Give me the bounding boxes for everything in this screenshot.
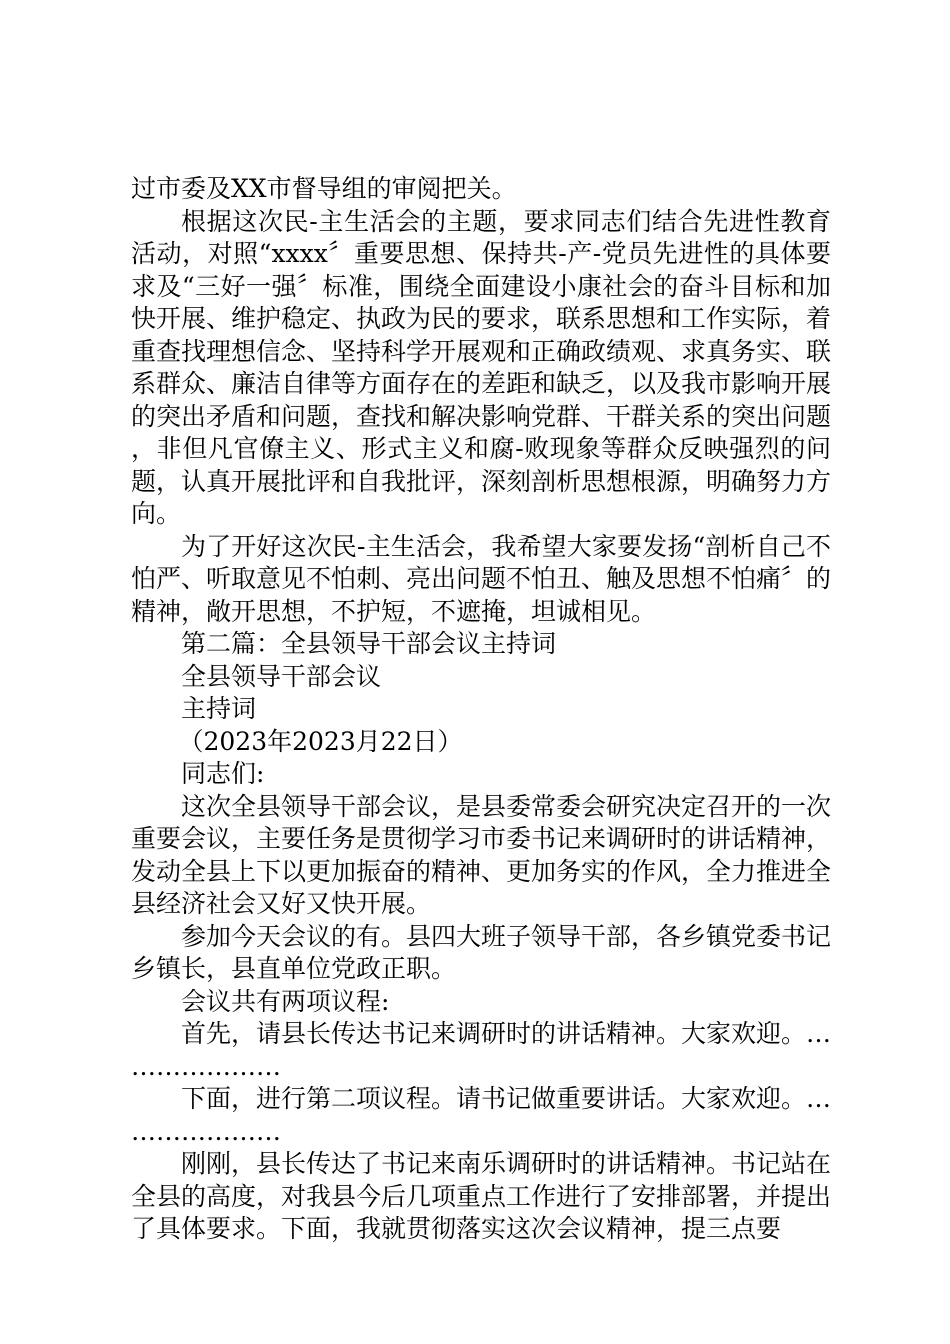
paragraph-meeting-purpose: 这次全县领导干部会议，是县委常委会研究决定召开的一次重要会议，主要任务是贯彻学习市委书记来调研时的讲话精神，发动全县上下以更加振奋的精神、更加务实的作风，全力推进全县经济社会又好又快开展。 bbox=[131, 791, 832, 918]
paragraph-meeting-theme: 根据这次民-主生活会的主题，要求同志们结合先进性教育活动，对照“xxxx〞重要思想、保持共-产-党员先进性的具体要求及“三好一强〞标准，围绕全面建设小康社会的奋斗目标和加快开展、维护稳定、执政为民的要求，联系思想和工作实际，着重查找理想信念、坚持科学开展观和正确政绩观、求真务实、联系群众、廉洁自律等方面存在的差距和缺乏，以及我市影响开展的突出矛盾和问题，查找和解决影响党群、干群关系的突出问题，非但凡官僚主义、形式主义和腐-败现象等群众反映强烈的问题，认真开展批评和自我批评，深刻剖析思想根源，明确努力方向。 bbox=[131, 206, 832, 528]
meeting-date: （2023年2023月22日） bbox=[178, 726, 463, 756]
paragraph-agenda-item-1: 首先，请县长传达书记来调研时的讲话精神。大家欢迎。………………… bbox=[131, 1019, 832, 1081]
paragraph-attendees: 参加今天会议的有。县四大班子领导干部，各乡镇党委书记乡镇长，县直单位党政正职。 bbox=[131, 921, 832, 983]
document-body bbox=[131, 173, 831, 1246]
salutation: 同志们: bbox=[181, 759, 265, 788]
paragraph-continuation: 过市委及XX市督导组的审阅把关。 bbox=[131, 174, 517, 203]
meeting-title: 全县领导干部会议 bbox=[181, 661, 382, 691]
meeting-subtitle: 主持词 bbox=[181, 694, 257, 723]
paragraph-agenda-item-2: 下面，进行第二项议程。请书记做重要讲话。大家欢迎。………………… bbox=[131, 1084, 832, 1146]
paragraph-hope: 为了开好这次民-主生活会，我希望大家要发扬“剖析自己不怕严、听取意见不怕刺、亮出问题不怕丑、触及思想不怕痛〞的精神，敞开思想，不护短，不遮掩，坦诚相见。 bbox=[131, 531, 832, 626]
section-heading: 第二篇：全县领导干部会议主持词 bbox=[181, 629, 557, 658]
paragraph-agenda-intro: 会议共有两项议程: bbox=[181, 986, 390, 1016]
paragraph-closing-remarks: 刚刚，县长传达了书记来南乐调研时的讲话精神。书记站在全县的高度，对我县今后几项重点工作进行了安排部署，并提出了具体要求。下面，我就贯彻落实这次会议精神，提三点要 bbox=[131, 1149, 832, 1243]
